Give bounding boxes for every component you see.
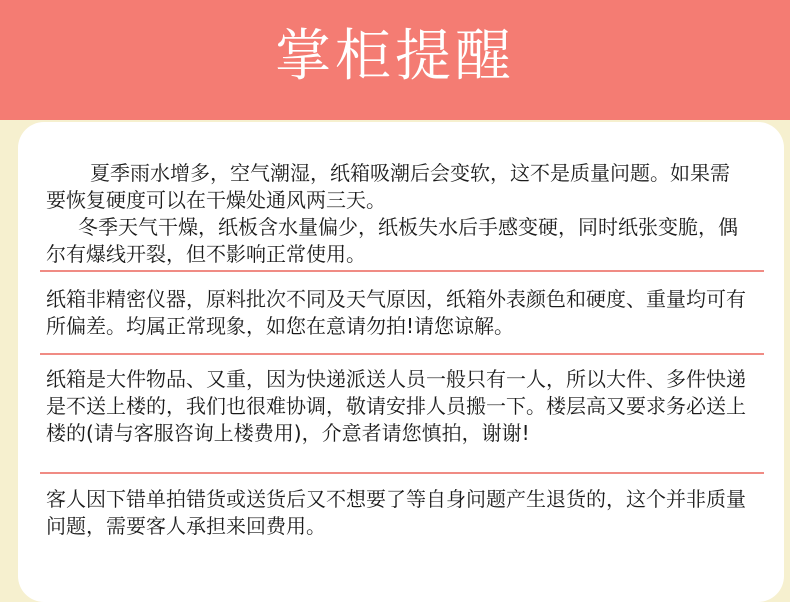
section-divider (40, 472, 764, 474)
section-variation (46, 286, 746, 340)
paragraph-variation: 纸箱非精密仪器，原料批次不同及天气原因，纸箱外表颜色和硬度、重量均可有所偏差。均属正常现象，如您在意请勿拍!请您谅解。 (46, 287, 746, 338)
section-seasonal (46, 160, 746, 268)
notice-content-2 (46, 286, 746, 340)
section-divider (40, 353, 764, 355)
section-delivery (46, 366, 746, 447)
section-returns (46, 486, 746, 540)
paragraph-summer: 夏季雨水增多，空气潮湿，纸箱吸潮后会变软，这不是质量问题。如果需要恢复硬度可以在干燥处通风两三天。 (46, 161, 730, 212)
paragraph-returns: 客人因下错单拍错货或送货后又不想要了等自身问题产生退货的，这个并非质量问题，需要客人承担来回费用。 (46, 487, 746, 538)
paragraph-delivery: 纸箱是大件物品、又重，因为快递派送人员一般只有一人，所以大件、多件快递是不送上楼的，我们也很难协调，敬请安排人员搬一下。楼层高又要求务必送上楼的(请与客服咨询上楼费用)，介意者请您慎拍，谢谢! (46, 367, 746, 445)
header-banner (0, 0, 790, 120)
section-divider (40, 270, 764, 272)
notice-content-3 (46, 366, 746, 447)
paragraph-winter: 冬季天气干燥，纸板含水量偏少，纸板失水后手感变硬，同时纸张变脆，偶尔有爆线开裂，但不影响正常使用。 (46, 215, 738, 266)
page-title: 掌柜提醒 (275, 24, 515, 89)
notice-content-4 (46, 486, 746, 540)
